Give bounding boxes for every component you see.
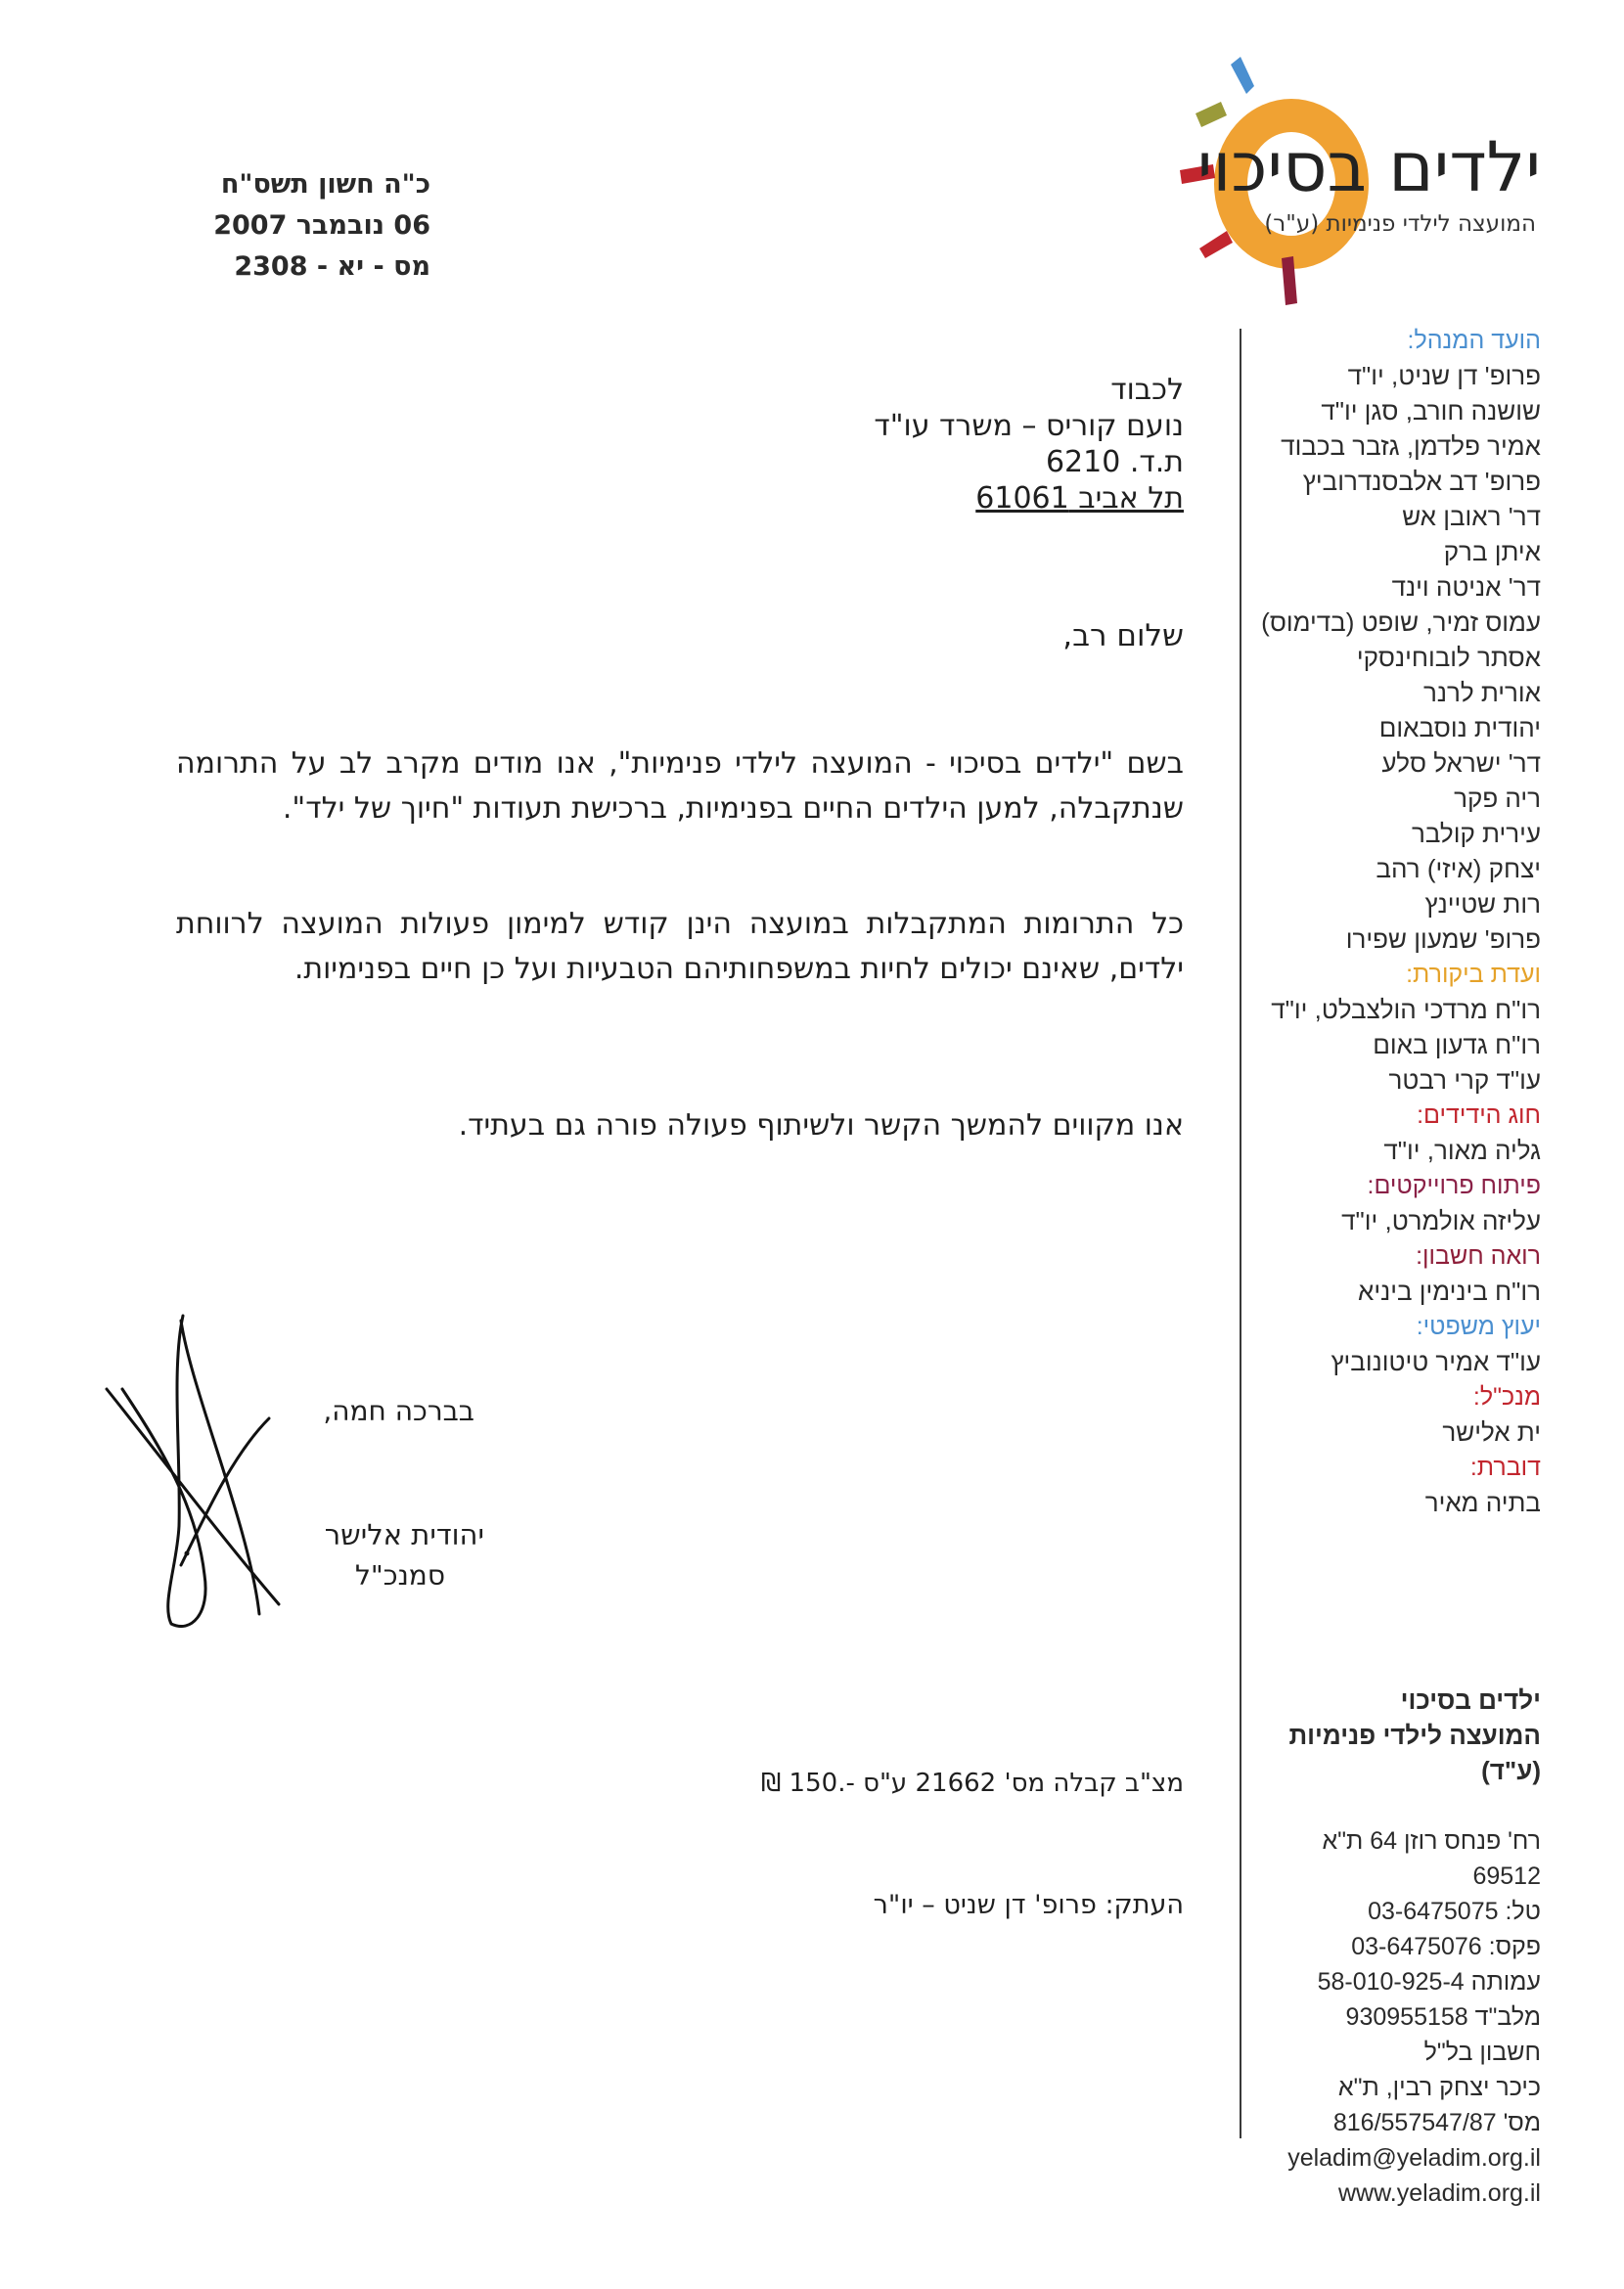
greeting: שלום רב, bbox=[1062, 618, 1184, 653]
footer-malbad: מלב"ד 930955158 bbox=[1345, 2003, 1541, 2031]
logo-ray-olive bbox=[1195, 102, 1227, 127]
cc-note: העתק: פרופ' דן שניט – יו"ר bbox=[873, 1890, 1184, 1920]
footer-website[interactable]: www.yeladim.org.il bbox=[1337, 2179, 1541, 2207]
signature-dot bbox=[185, 1551, 190, 1556]
sidebar-member: בתיה מאיר bbox=[1424, 1488, 1541, 1517]
footer-amuta: עמותה 58-010-925-4 bbox=[1317, 1968, 1541, 1996]
signature-stroke bbox=[107, 1316, 279, 1627]
recipient-po-box: ת.ד. 6210 bbox=[1045, 445, 1184, 479]
sidebar-member: איתן ברק bbox=[1443, 537, 1541, 566]
logo-subtitle: המועצה לילדי פנימיות (ע"ר) bbox=[1264, 211, 1536, 237]
logo-title: ילדים בסיכוי bbox=[1196, 127, 1541, 207]
sidebar-section-heading: יעוץ משפטי: bbox=[1416, 1313, 1541, 1340]
sidebar-member: עמוס זמיר, שופט (בדימוס) bbox=[1261, 607, 1541, 637]
footer-fax: פקס: 03-6475076 bbox=[1351, 1933, 1541, 1960]
closing-regards: בברכה חמה, bbox=[323, 1395, 474, 1427]
signer-name: יהודית אלישר bbox=[324, 1518, 484, 1551]
sidebar-member: עו"ד קרי רבטר bbox=[1388, 1065, 1541, 1095]
sidebar-member: דר' ישראל סלע bbox=[1381, 748, 1541, 778]
footer-branch: כיכר יצחק רבין, ת"א bbox=[1337, 2074, 1541, 2101]
contact-footer bbox=[1252, 1683, 1541, 2211]
sidebar-section-heading: חוג הידידים: bbox=[1417, 1101, 1541, 1129]
receipt-note: מצ"ב קבלה מס' 21662 ע"ס -.150 ₪ bbox=[760, 1769, 1184, 1798]
body-paragraph-2: כל התרומות המתקבלות במועצה הינן קודש למימון פעולות המועצה לרווחת ילדים, שאינם יכולים לחיות במשפחותיהם הטבעיות ועל כן חיים בפנימיות. bbox=[176, 907, 1184, 986]
sidebar-member: רו"ח בינימין ביניא bbox=[1358, 1277, 1541, 1306]
recipient-city: תל אביב 61061 bbox=[975, 481, 1184, 516]
footer-account-number: מס' 816/557547/87 bbox=[1332, 2109, 1541, 2136]
sidebar-member: שושנה חורב, סגן יו"ד bbox=[1321, 396, 1541, 426]
logo-ray-red-2 bbox=[1199, 231, 1233, 258]
sidebar-member: ריה פקר bbox=[1454, 784, 1541, 813]
sidebar-section-heading: רואה חשבון: bbox=[1416, 1242, 1541, 1270]
sidebar-member: ית אלישר bbox=[1442, 1417, 1541, 1447]
sidebar-member: דר' ראובן אש bbox=[1402, 502, 1541, 531]
sidebar-member: פרופ' דב אלבסנדרוביץ bbox=[1302, 467, 1541, 496]
footer-org-name: ילדים בסיכוי bbox=[1400, 1685, 1541, 1715]
recipient-block bbox=[783, 372, 1184, 516]
footer-address: רח' פנחס רוזן 64 ת"א 69512 bbox=[1322, 1827, 1541, 1890]
sidebar-member: יצחק (איזי) רהב bbox=[1376, 854, 1541, 883]
sidebar-member: אמיר פלדמן, גזבר בכבוד bbox=[1281, 431, 1541, 461]
sidebar-section-heading: פיתוח פרוייקטים: bbox=[1367, 1172, 1541, 1199]
logo-ray-blue bbox=[1231, 57, 1254, 94]
recipient-salutation: לכבוד bbox=[1110, 373, 1184, 407]
sidebar-section-heading: דוברת: bbox=[1469, 1454, 1541, 1481]
footer-org-subtitle: המועצה לילדי פנימיות (ע"ד) bbox=[1288, 1721, 1541, 1785]
sidebar-member: עירית קולבר bbox=[1412, 819, 1541, 848]
sidebar-member: רו"ח מרדכי הולצבלט, יו"ד bbox=[1271, 995, 1541, 1024]
sidebar-member: פרופ' שמעון שפירו bbox=[1345, 924, 1541, 954]
body-paragraph-3: אנו מקווים להמשך הקשר ולשיתוף פעולה פורה גם בעתיד. bbox=[458, 1108, 1184, 1143]
footer-account-label: חשבון בל"ל bbox=[1423, 2039, 1541, 2066]
board-members-sidebar bbox=[1252, 323, 1541, 1520]
recipient-name: נועם קוריס – משרד עו"ד bbox=[874, 409, 1184, 443]
sidebar-section-heading: הועד המנהל: bbox=[1407, 327, 1541, 354]
sidebar-member: גליה מאור, יו"ד bbox=[1383, 1136, 1541, 1165]
signer-title: סמנכ"ל bbox=[355, 1559, 445, 1592]
sidebar-member: פרופ' דן שניט, יו"ד bbox=[1347, 361, 1541, 390]
sidebar-divider bbox=[1240, 329, 1241, 2138]
sidebar-member: יהודית נוסבאום bbox=[1378, 713, 1541, 742]
reference-number: מס - יא - 2308 bbox=[234, 251, 430, 282]
sidebar-member: עליזה אולמרט, יו"ד bbox=[1341, 1206, 1541, 1235]
footer-phone: טל: 03-6475075 bbox=[1368, 1898, 1541, 1925]
footer-email[interactable]: yeladim@yeladim.org.il bbox=[1287, 2144, 1541, 2172]
gregorian-date: 06 נובמבר 2007 bbox=[213, 210, 430, 241]
sidebar-section-heading: ועדת ביקורת: bbox=[1406, 961, 1541, 988]
organization-logo bbox=[1174, 47, 1565, 321]
sidebar-member: דר' אניטה וינד bbox=[1391, 572, 1541, 602]
sidebar-member: אורית לרנר bbox=[1422, 678, 1541, 707]
handwritten-signature-icon bbox=[103, 1311, 289, 1634]
sidebar-member: אסתר לובוחינסקי bbox=[1356, 643, 1541, 672]
sidebar-member: רות שטיינץ bbox=[1424, 889, 1541, 919]
sidebar-member: רו"ח גדעון באום bbox=[1373, 1030, 1541, 1059]
sidebar-section-heading: מנכ"ל: bbox=[1472, 1383, 1541, 1411]
date-block bbox=[166, 164, 430, 288]
body-paragraph-1: בשם "ילדים בסיכוי - המועצה לילדי פנימיות", אנו מודים מקרב לב על התרומה שנתקבלה, למען הילדים החיים בפנימיות, ברכישת תעודות "חיוך של ילד". bbox=[176, 746, 1184, 826]
sidebar-member: עו"ד אמיר טיטונוביץ bbox=[1331, 1347, 1541, 1376]
hebrew-date: כ"ה חשון תשס"ח bbox=[220, 169, 430, 200]
